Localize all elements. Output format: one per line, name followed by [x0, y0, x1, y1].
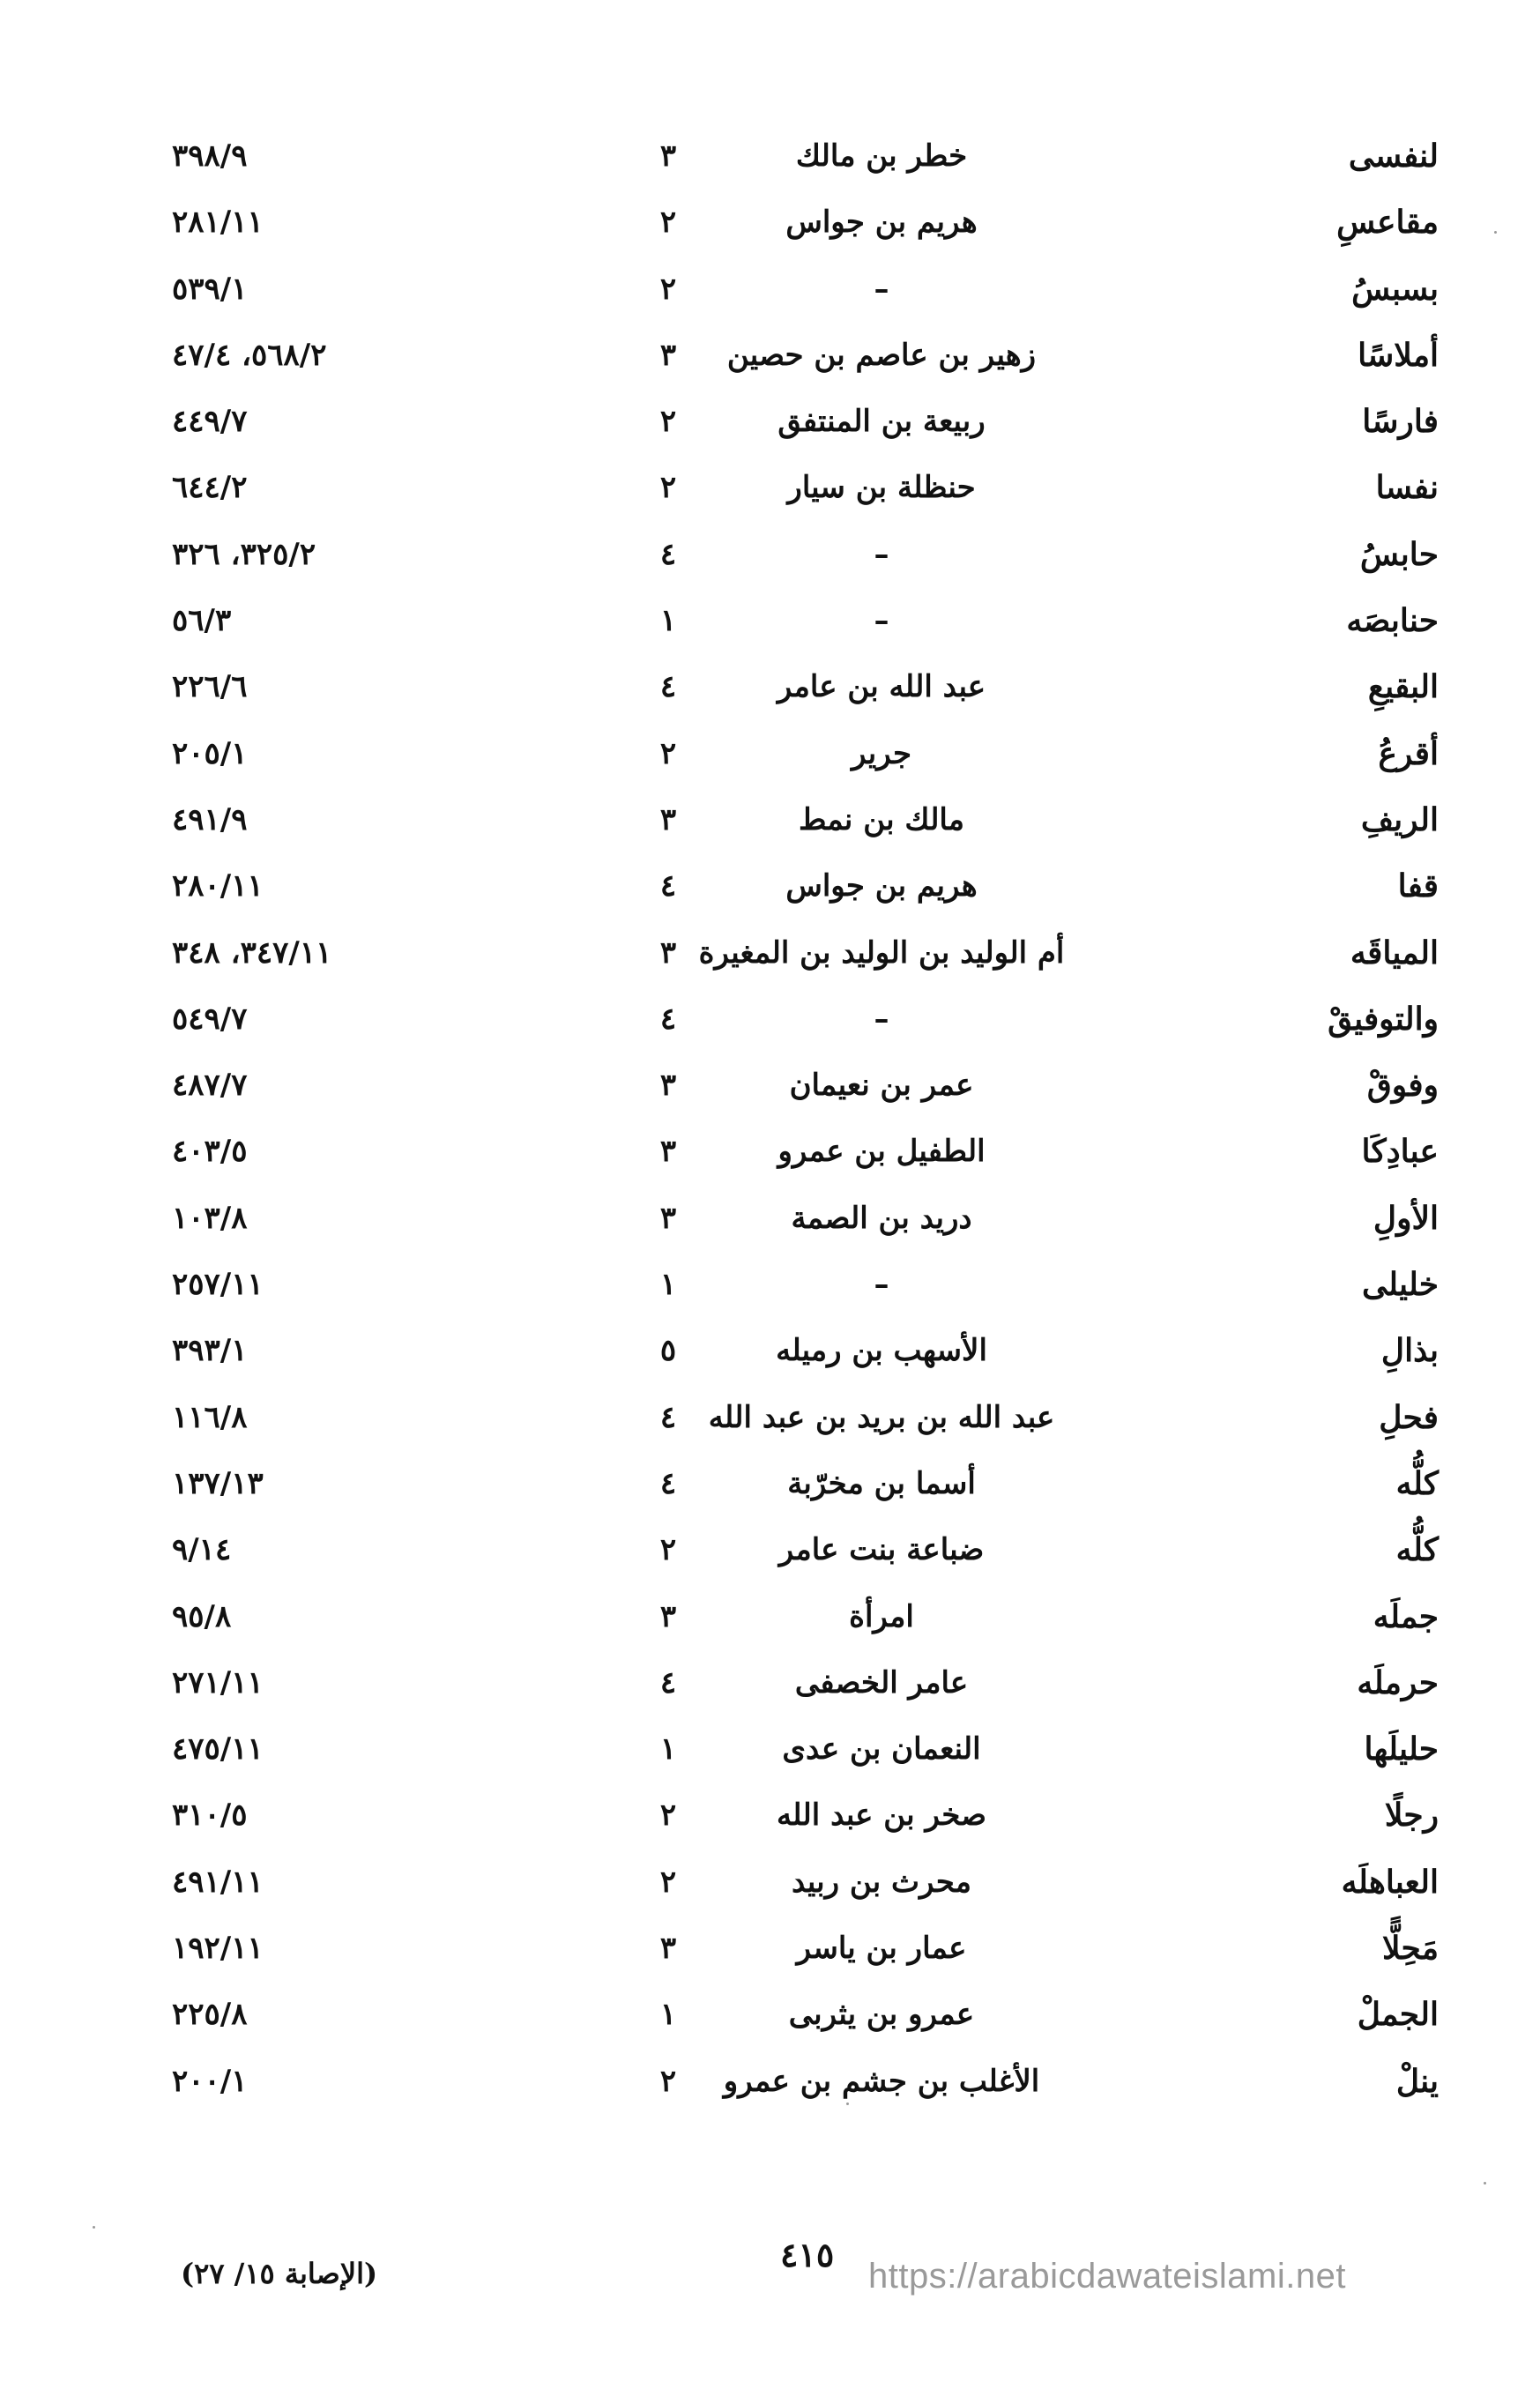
- poet-cell: –: [874, 1001, 889, 1037]
- poet-cell: هريم بن جواس: [785, 868, 978, 904]
- table-row: [0, 1517, 1540, 1583]
- reference-cell: ٤٠٣/٥: [172, 1134, 248, 1170]
- verse-count-cell: ١: [659, 1997, 677, 2033]
- verse-count-cell: ٢: [659, 205, 677, 241]
- poet-cell: الطفيل بن عمرو: [777, 1134, 986, 1170]
- reference-cell: ٣٩٨/٩: [172, 138, 248, 174]
- table-row: [0, 721, 1540, 787]
- rhyme-cell: المياقَه: [1350, 934, 1439, 971]
- verse-count-cell: ١: [659, 1731, 677, 1768]
- rhyme-cell: فحلِ: [1379, 1398, 1439, 1436]
- table-row: [0, 123, 1540, 190]
- poet-cell: مالك بن نمط: [799, 801, 964, 837]
- watermark-url: https://arabicdawateislami.net: [868, 2257, 1346, 2296]
- verse-count-cell: ٤: [659, 1001, 677, 1037]
- reference-cell: ٢٧١/١١: [172, 1664, 264, 1701]
- poet-cell: –: [874, 271, 889, 307]
- poet-cell: عامر الخصفى: [794, 1664, 969, 1701]
- rhyme-cell: حرملَه: [1357, 1663, 1439, 1701]
- rhyme-cell: أقرعُ: [1378, 734, 1439, 772]
- poet-cell: –: [874, 536, 889, 572]
- table-row: [0, 1850, 1540, 1916]
- rhyme-cell: عبادِكَا: [1361, 1133, 1439, 1171]
- table-row: [0, 787, 1540, 853]
- table-row: [0, 323, 1540, 389]
- reference-cell: ١١٦/٨: [172, 1399, 248, 1435]
- reference-cell: ١٩٢/١١: [172, 1931, 264, 1967]
- table-row: [0, 389, 1540, 455]
- reference-cell: ٤٩١/١١: [172, 1864, 264, 1900]
- table-row: [0, 1916, 1540, 1982]
- poet-cell: عبد الله بن بريد بن عبد الله: [708, 1399, 1055, 1435]
- table-row: [0, 1451, 1540, 1517]
- reference-cell: ٢٨١/١١: [172, 205, 264, 241]
- verse-count-cell: ٤: [659, 1664, 677, 1701]
- table-row: [0, 1119, 1540, 1185]
- verse-count-cell: ٤: [659, 1465, 677, 1501]
- table-row: [0, 522, 1540, 588]
- rhyme-cell: قفا: [1397, 867, 1439, 905]
- reference-cell: ٣١٠/٥: [172, 1797, 248, 1834]
- rhyme-cell: فارسًا: [1362, 403, 1439, 441]
- verse-count-cell: ٣: [659, 1134, 677, 1170]
- footnote-source: (الإصابة ١٥/ ٢٧): [181, 2257, 378, 2290]
- reference-cell: ٤٤٩/٧: [172, 404, 248, 440]
- poet-cell: حنظلة بن سيار: [787, 470, 976, 506]
- poet-cell: عبد الله بن عامر: [777, 669, 986, 705]
- verse-count-cell: ٣: [659, 1200, 677, 1236]
- poet-cell: الأسهب بن رميله: [776, 1333, 987, 1369]
- reference-cell: ٦٤٤/٢: [172, 470, 248, 506]
- poet-cell: النعمان بن عدى: [782, 1731, 981, 1768]
- verse-count-cell: ٢: [659, 1532, 677, 1568]
- reference-cell: ٩/١٤: [172, 1532, 232, 1568]
- table-row: [0, 190, 1540, 256]
- rhyme-cell: مَحِلًّا: [1381, 1930, 1439, 1968]
- table-row: [0, 1186, 1540, 1252]
- poet-cell: زهير بن عاصم بن حصين: [726, 337, 1037, 373]
- rhyme-cell: نفسا: [1375, 469, 1439, 507]
- table-row: [0, 2049, 1540, 2115]
- reference-cell: ٥٤٩/٧: [172, 1001, 248, 1037]
- rhyme-cell: رجلًا: [1384, 1797, 1439, 1835]
- poet-cell: عمرو بن يثربى: [788, 1997, 975, 2033]
- table-row: [0, 1385, 1540, 1451]
- verse-count-cell: ٢: [659, 271, 677, 307]
- rhyme-cell: حنابصَه: [1346, 602, 1439, 640]
- reference-cell: ٥٣٩/١: [172, 271, 248, 307]
- rhyme-cell: خليلى: [1362, 1266, 1439, 1304]
- table-row: [0, 986, 1540, 1053]
- page-number: ٤١٥: [780, 2235, 835, 2274]
- verse-count-cell: ٣: [659, 337, 677, 373]
- verse-count-cell: ٤: [659, 868, 677, 904]
- table-row: [0, 1584, 1540, 1650]
- rhyme-cell: كلُّه: [1395, 1464, 1439, 1502]
- poet-cell: –: [874, 1267, 889, 1303]
- verse-count-cell: ٤: [659, 1399, 677, 1435]
- table-row: [0, 257, 1540, 323]
- reference-cell: ٤٧٥/١١: [172, 1731, 264, 1768]
- reference-cell: ١٣٧/١٣: [172, 1465, 264, 1501]
- poet-cell: صخر بن عبد الله: [776, 1797, 987, 1834]
- rhyme-cell: العباهلَه: [1341, 1863, 1439, 1901]
- rhyme-cell: وفوقْ: [1366, 1067, 1439, 1105]
- poet-cell: أسما بن مخرّبة: [787, 1465, 976, 1501]
- verse-count-cell: ٣: [659, 1931, 677, 1967]
- reference-cell: ٩٥/٨: [172, 1598, 232, 1634]
- poet-cell: ربيعة بن المنتفق: [777, 404, 986, 440]
- rhyme-cell: أملاسًا: [1358, 336, 1439, 374]
- poet-cell: –: [874, 603, 889, 639]
- table-row: [0, 654, 1540, 720]
- rhyme-cell: حليلَها: [1364, 1730, 1439, 1768]
- rhyme-cell: كلُّه: [1395, 1531, 1439, 1569]
- poet-cell: هريم بن جواس: [785, 205, 978, 241]
- reference-cell: ٢٠٥/١: [172, 735, 248, 771]
- rhyme-cell: بسبسُ: [1351, 270, 1439, 308]
- reference-cell: ٢٠٠/١: [172, 2063, 248, 2099]
- rhyme-cell: البقيعِ: [1367, 668, 1439, 706]
- poet-cell: جرير: [852, 735, 911, 771]
- rhyme-cell: والتوفيقْ: [1328, 1000, 1439, 1038]
- reference-cell: ٣٢٥/٢، ٣٢٦: [172, 536, 316, 572]
- table-row: [0, 1982, 1540, 2048]
- poet-cell: عمر بن نعيمان: [789, 1068, 974, 1104]
- poet-cell: أم الوليد بن الوليد بن المغيرة: [698, 934, 1065, 971]
- reference-cell: ٢٢٦/٦: [172, 669, 248, 705]
- rhyme-cell: لنفسى: [1348, 138, 1439, 175]
- poet-cell: دريد بن الصمة: [791, 1200, 972, 1236]
- verse-count-cell: ١: [659, 1267, 677, 1303]
- reference-cell: ٢٥٧/١١: [172, 1267, 264, 1303]
- rhyme-cell: ينلْ: [1395, 2062, 1439, 2100]
- verse-count-cell: ٥: [659, 1333, 677, 1369]
- verse-count-cell: ٣: [659, 1068, 677, 1104]
- poet-cell: ضباعة بنت عامر: [778, 1532, 985, 1568]
- verse-count-cell: ١: [659, 603, 677, 639]
- reference-cell: ٤٩١/٩: [172, 801, 248, 837]
- poet-cell: عمار بن ياسر: [796, 1931, 967, 1967]
- verse-count-cell: ٣: [659, 138, 677, 174]
- reference-cell: ٤٨٧/٧: [172, 1068, 248, 1104]
- reference-cell: ٢٨٠/١١: [172, 868, 264, 904]
- table-row: [0, 588, 1540, 654]
- poet-cell: امرأة: [849, 1598, 914, 1634]
- table-row: [0, 1252, 1540, 1318]
- verse-count-cell: ٣: [659, 1598, 677, 1634]
- verse-count-cell: ٢: [659, 735, 677, 771]
- verse-count-cell: ٢: [659, 470, 677, 506]
- table-row: [0, 455, 1540, 521]
- table-row: [0, 853, 1540, 919]
- poet-cell: خطر بن مالك: [795, 138, 968, 174]
- verse-count-cell: ٤: [659, 536, 677, 572]
- verse-count-cell: ٤: [659, 669, 677, 705]
- table-row: [0, 1318, 1540, 1384]
- reference-cell: ٣٩٣/١: [172, 1333, 248, 1369]
- reference-cell: ٥٦٨/٢، ٤٧/٤: [172, 337, 327, 373]
- verse-count-cell: ٢: [659, 2063, 677, 2099]
- rhyme-cell: الأولِ: [1373, 1199, 1439, 1237]
- table-row: [0, 1716, 1540, 1783]
- table-row: [0, 920, 1540, 986]
- verse-count-cell: ٢: [659, 404, 677, 440]
- table-row: [0, 1783, 1540, 1849]
- rhyme-cell: حابسُ: [1359, 535, 1439, 573]
- poet-cell: محرث بن ربيد: [792, 1864, 971, 1900]
- rhyme-cell: الريفِ: [1360, 800, 1439, 838]
- rhyme-index-table: [0, 123, 1540, 2115]
- poet-cell: الأغلب بن جشم بن عمرو: [723, 2063, 1040, 2099]
- table-row: [0, 1650, 1540, 1716]
- reference-cell: ١٠٣/٨: [172, 1200, 248, 1236]
- rhyme-cell: بذالِ: [1380, 1332, 1439, 1370]
- verse-count-cell: ٣: [659, 801, 677, 837]
- table-row: [0, 1053, 1540, 1119]
- rhyme-cell: جملَه: [1373, 1597, 1439, 1635]
- reference-cell: ٣٤٧/١١، ٣٤٨: [172, 934, 332, 971]
- rhyme-cell: الجملْ: [1357, 1996, 1439, 2034]
- reference-cell: ٥٦/٣: [172, 603, 232, 639]
- verse-count-cell: ٢: [659, 1864, 677, 1900]
- rhyme-cell: مقاعسِ: [1336, 204, 1439, 242]
- reference-cell: ٢٢٥/٨: [172, 1997, 248, 2033]
- verse-count-cell: ٣: [659, 934, 677, 971]
- verse-count-cell: ٢: [659, 1797, 677, 1834]
